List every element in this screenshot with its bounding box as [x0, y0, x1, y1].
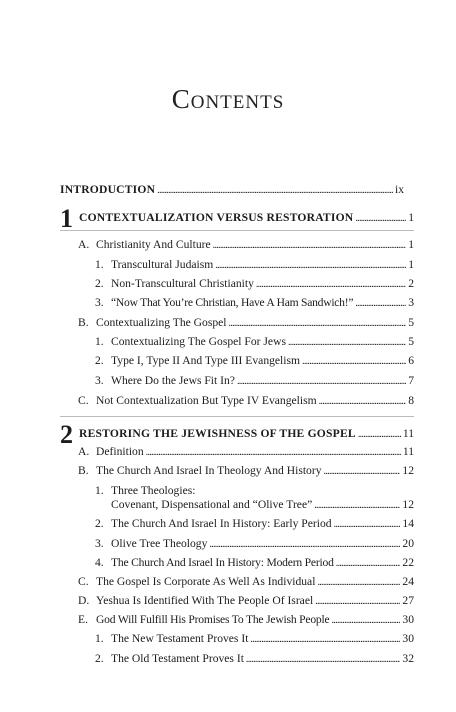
subsection-label: Non-Transcultural Christianity [111, 277, 254, 290]
subsection-marker: 2. [95, 277, 104, 290]
subsection-label: Transcultural Judaism [111, 258, 214, 271]
subsection-label: The Old Testament Proves It [111, 652, 244, 665]
subsection-label: Olive Tree Theology [111, 537, 208, 550]
chapter-number: 2 [60, 420, 73, 449]
toc-subsection[interactable] [95, 374, 414, 389]
section-marker: C. [78, 575, 89, 588]
toc-entry-page: 32 [402, 652, 414, 665]
chapter-number: 1 [60, 204, 73, 233]
subsection-label-continued: Covenant, Dispensational and “Olive Tree” [111, 498, 313, 511]
toc-section[interactable] [78, 613, 414, 628]
toc-subsection[interactable] [95, 517, 414, 532]
chapter-title: RESTORING THE JEWISHNESS OF THE GOSPEL [79, 427, 356, 440]
dot-leader [157, 183, 393, 198]
dot-leader [355, 211, 406, 226]
toc-subsection-line[interactable] [95, 484, 195, 498]
toc-chapter-1[interactable] [79, 211, 414, 226]
chapter-title: CONTEXTUALIZATION VERSUS RESTORATION [79, 211, 354, 224]
toc-section[interactable] [78, 238, 414, 253]
toc-entry-page: 1 [408, 238, 414, 251]
section-label: The Church And Israel In Theology And History [96, 464, 322, 477]
section-marker: E. [78, 613, 88, 626]
subsection-marker: 4. [95, 556, 104, 569]
dot-leader [336, 556, 401, 571]
subsection-marker: 3. [95, 537, 104, 550]
section-marker: B. [78, 316, 89, 329]
subsection-marker: 3. [95, 296, 104, 309]
subsection-marker: 3. [95, 374, 104, 387]
subsection-label: “Now That You’re Christian, Have A Ham Sandwich!” [111, 296, 354, 309]
toc-subsection[interactable] [95, 296, 414, 311]
dot-leader [302, 354, 406, 369]
subsection-marker: 1. [95, 484, 104, 497]
toc-entry-page: 7 [408, 374, 414, 387]
chapter-divider [60, 230, 414, 231]
toc-chapter-2[interactable] [79, 427, 414, 442]
section-label: Christianity And Culture [96, 238, 211, 251]
toc-entry-page: 1 [408, 258, 414, 271]
toc-subsection[interactable] [95, 258, 414, 273]
toc-entry-label: INTRODUCTION [60, 183, 156, 196]
toc-entry-page: ix [394, 183, 404, 196]
section-marker: D. [78, 594, 90, 607]
dot-leader [246, 652, 400, 667]
toc-subsection[interactable] [95, 277, 414, 292]
section-marker: C. [78, 394, 89, 407]
dot-leader [288, 335, 406, 350]
subsection-label: Three Theologies: [111, 484, 196, 497]
subsection-label: The Church And Israel In History: Early Period [111, 517, 332, 530]
toc-entry-page: 8 [408, 394, 414, 407]
toc-entry-introduction[interactable] [60, 183, 404, 198]
dot-leader [332, 613, 401, 628]
subsection-marker: 2. [95, 652, 104, 665]
subsection-label: The New Testament Proves It [111, 632, 249, 645]
dot-leader [250, 632, 400, 647]
subsection-marker: 1. [95, 632, 104, 645]
dot-leader [215, 258, 406, 273]
toc-entry-page: 22 [402, 556, 414, 569]
dot-leader [355, 296, 406, 311]
toc-entry-page: 14 [402, 517, 414, 530]
toc-section[interactable] [78, 594, 414, 609]
toc-entry-page: 5 [408, 335, 414, 348]
dot-leader [256, 277, 406, 292]
dot-leader [317, 575, 400, 590]
toc-entry-page: 27 [402, 594, 414, 607]
dot-leader [334, 517, 401, 532]
dot-leader [315, 594, 400, 609]
section-label: The Gospel Is Corporate As Well As Individual [96, 575, 316, 588]
chapter-divider [60, 416, 414, 417]
toc-section[interactable] [78, 575, 414, 590]
toc-subsection[interactable] [111, 498, 414, 513]
toc-subsection[interactable] [95, 537, 414, 552]
toc-entry-page: 6 [408, 354, 414, 367]
toc-entry-page: 5 [408, 316, 414, 329]
toc-entry-page: 30 [402, 632, 414, 645]
section-marker: B. [78, 464, 89, 477]
dot-leader [146, 445, 401, 460]
toc-subsection[interactable] [95, 632, 414, 647]
section-label: God Will Fulfill His Promises To The Jewish People [96, 613, 330, 626]
dot-leader [237, 374, 406, 389]
toc-subsection[interactable] [95, 556, 414, 571]
dot-leader [213, 238, 407, 253]
toc-entry-page: 1 [408, 211, 414, 224]
section-marker: A. [78, 445, 90, 458]
section-label: Contextualizing The Gospel [96, 316, 227, 329]
toc-entry-page: 30 [402, 613, 414, 626]
dot-leader [358, 427, 401, 442]
subsection-marker: 1. [95, 335, 104, 348]
toc-entry-page: 11 [402, 427, 414, 440]
toc-entry-page: 11 [402, 445, 414, 458]
toc-section[interactable] [78, 445, 414, 460]
section-label: Yeshua Is Identified With The People Of Israel [96, 594, 314, 607]
toc-subsection[interactable] [95, 354, 414, 369]
subsection-label: Type I, Type II And Type III Evangelism [111, 354, 301, 367]
toc-entry-page: 24 [402, 575, 414, 588]
toc-entry-page: 20 [402, 537, 414, 550]
toc-subsection[interactable] [95, 335, 414, 350]
dot-leader [314, 498, 400, 513]
dot-leader [229, 316, 407, 331]
dot-leader [319, 394, 407, 409]
section-label: Not Contextualization But Type IV Evangelism [96, 394, 317, 407]
subsection-label: The Church And Israel In History: Modern Period [111, 556, 334, 569]
subsection-label: Where Do the Jews Fit In? [111, 374, 235, 387]
dot-leader [324, 464, 401, 479]
toc-section[interactable] [78, 464, 414, 479]
subsection-marker: 2. [95, 517, 104, 530]
page-title: Contents [171, 84, 285, 115]
toc-entry-page: 3 [408, 296, 414, 309]
toc-entry-page: 2 [408, 277, 414, 290]
subsection-label: Contextualizing The Gospel For Jews [111, 335, 286, 348]
section-label: Definition [96, 445, 144, 458]
subsection-marker: 1. [95, 258, 104, 271]
subsection-marker: 2. [95, 354, 104, 367]
toc-section[interactable] [78, 316, 414, 331]
dot-leader [209, 537, 400, 552]
toc-entry-page: 12 [402, 464, 414, 477]
toc-entry-page: 12 [402, 498, 414, 511]
section-marker: A. [78, 238, 90, 251]
toc-subsection[interactable] [95, 652, 414, 667]
toc-section[interactable] [78, 394, 414, 409]
